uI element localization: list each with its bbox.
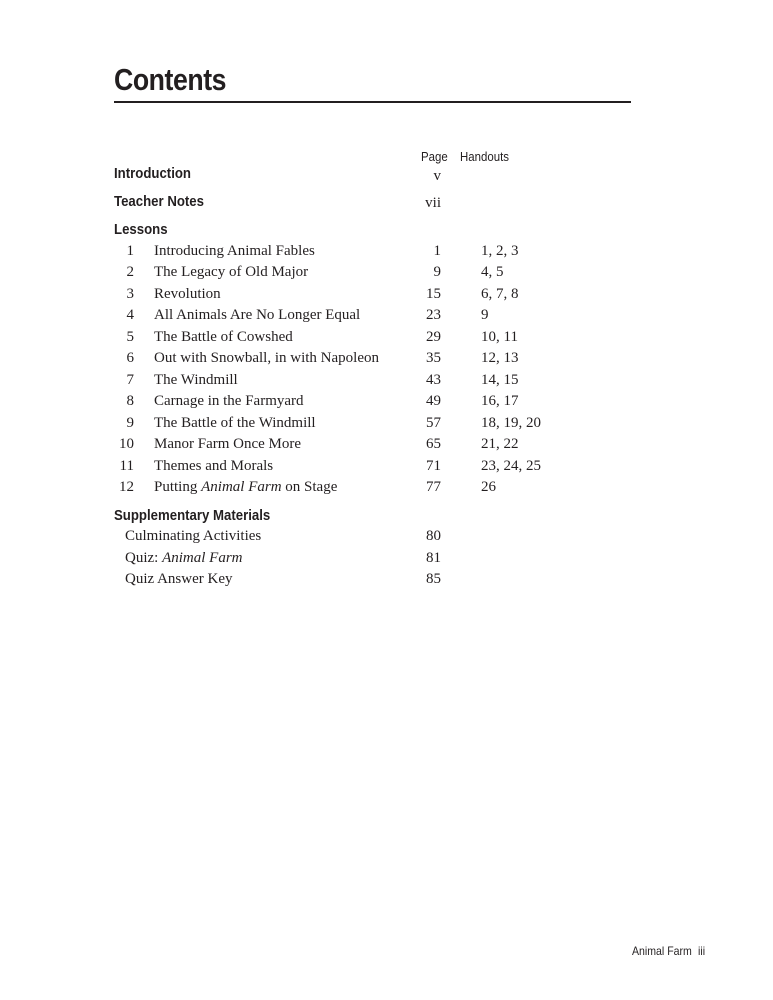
page-number: 29 (426, 329, 441, 345)
handout-numbers: 10, 11 (481, 329, 518, 345)
lessons-heading: Lessons (114, 221, 168, 238)
lesson-number: 7 (126, 372, 134, 388)
page-number: 81 (426, 550, 441, 566)
lesson-title: The Battle of Cowshed (154, 329, 293, 345)
lesson-title: Out with Snowball, in with Napoleon (154, 350, 379, 366)
lesson-row[interactable] (0, 264, 773, 286)
lesson-row[interactable] (0, 286, 773, 308)
lesson-title: Revolution (154, 286, 221, 302)
footer-book-title: Animal Farm (632, 944, 692, 958)
handout-numbers: 18, 19, 20 (481, 415, 541, 431)
lesson-title-prefix: Putting (154, 479, 202, 495)
section-heading: Introduction (114, 165, 191, 182)
lesson-number: 8 (126, 393, 134, 409)
handout-numbers: 4, 5 (481, 264, 504, 280)
page-number: 49 (426, 393, 441, 409)
handout-numbers: 9 (481, 307, 489, 323)
lesson-number: 6 (126, 350, 134, 366)
lesson-row[interactable] (0, 243, 773, 265)
lesson-number: 3 (126, 286, 134, 302)
handout-numbers: 14, 15 (481, 372, 519, 388)
handout-numbers: 26 (481, 479, 496, 495)
page-number: 77 (426, 479, 441, 495)
lesson-number: 9 (126, 415, 134, 431)
supplementary-title-prefix: Quiz: (125, 550, 163, 566)
toc-entry-teacher-notes[interactable] (0, 193, 773, 215)
lesson-title (154, 479, 337, 496)
page-number: v (433, 168, 441, 184)
lesson-title: The Windmill (154, 372, 238, 388)
page-number: 23 (426, 307, 441, 323)
lesson-row[interactable] (0, 372, 773, 394)
lesson-title: Introducing Animal Fables (154, 243, 315, 259)
book-title: Animal Farm (201, 479, 282, 495)
handout-numbers: 23, 24, 25 (481, 458, 541, 474)
page-number: 15 (426, 286, 441, 302)
page-number: 43 (426, 372, 441, 388)
title-rule (114, 101, 631, 103)
page-number: 35 (426, 350, 441, 366)
footer-page-number: iii (698, 944, 706, 958)
toc-entry-introduction[interactable] (0, 165, 773, 187)
lesson-number: 1 (126, 243, 134, 259)
lesson-title: Themes and Morals (154, 458, 274, 474)
lesson-title: The Legacy of Old Major (154, 264, 309, 280)
section-heading: Teacher Notes (114, 193, 204, 210)
supplementary-row[interactable] (0, 550, 773, 572)
lesson-number: 5 (126, 329, 134, 345)
lesson-number: 10 (119, 436, 134, 452)
lesson-row[interactable] (0, 393, 773, 415)
handout-numbers: 16, 17 (481, 393, 519, 409)
lesson-title: All Animals Are No Longer Equal (154, 307, 361, 323)
lesson-row[interactable] (0, 415, 773, 437)
supplementary-heading: Supplementary Materials (114, 507, 271, 524)
lesson-row[interactable] (0, 479, 773, 501)
page-number: 65 (426, 436, 441, 452)
page-number: 9 (433, 264, 441, 280)
lesson-row[interactable] (0, 350, 773, 372)
lesson-row[interactable] (0, 307, 773, 329)
page-number: 85 (426, 571, 441, 587)
page-number: 80 (426, 528, 441, 544)
page-number: vii (425, 195, 441, 211)
supplementary-title: Quiz Answer Key (125, 571, 233, 587)
supplementary-title: Culminating Activities (125, 528, 262, 544)
book-title: Animal Farm (162, 550, 243, 566)
page-number: 1 (433, 243, 441, 259)
lesson-row[interactable] (0, 329, 773, 351)
lesson-title-suffix: on Stage (281, 479, 338, 495)
page-number: 71 (426, 458, 441, 474)
lesson-row[interactable] (0, 458, 773, 480)
column-header-handouts: Handouts (460, 149, 509, 164)
lesson-title: Carnage in the Farmyard (154, 393, 304, 409)
page-title: Contents (114, 62, 227, 97)
handout-numbers: 6, 7, 8 (481, 286, 519, 302)
lesson-title: The Battle of the Windmill (154, 415, 316, 431)
supplementary-row[interactable] (0, 571, 773, 593)
lesson-number: 12 (119, 479, 134, 495)
lesson-number: 11 (119, 458, 134, 474)
lesson-number: 4 (126, 307, 134, 323)
supplementary-title (125, 550, 243, 567)
lesson-number: 2 (126, 264, 134, 280)
column-header-page: Page (421, 149, 448, 164)
handout-numbers: 21, 22 (481, 436, 519, 452)
page-number: 57 (426, 415, 441, 431)
lesson-title: Manor Farm Once More (154, 436, 302, 452)
handout-numbers: 12, 13 (481, 350, 519, 366)
lesson-row[interactable] (0, 436, 773, 458)
handout-numbers: 1, 2, 3 (481, 243, 519, 259)
supplementary-row[interactable] (0, 528, 773, 550)
